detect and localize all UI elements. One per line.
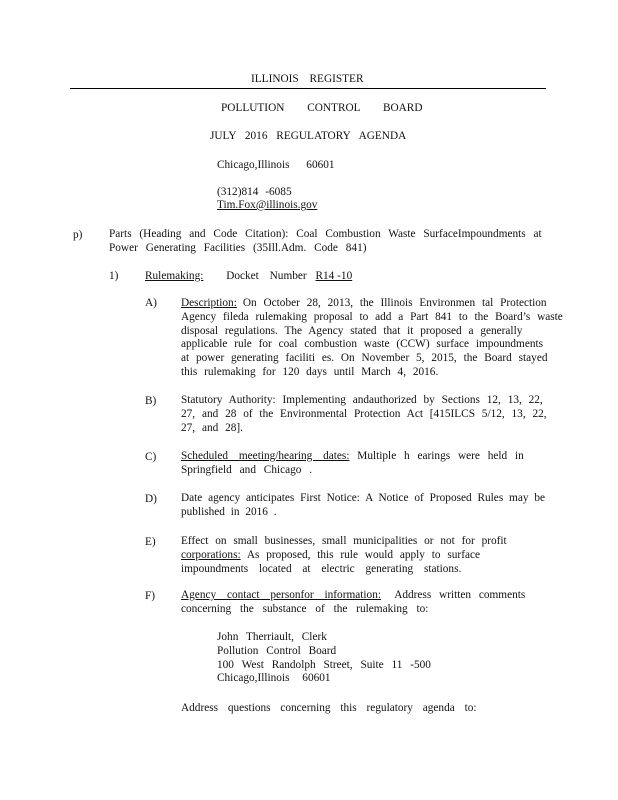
item-1-line — [145, 270, 352, 283]
section-p-marker: p) — [73, 229, 83, 241]
register-title: ILLINOIS REGISTER — [251, 73, 364, 85]
item-a-line-1 — [181, 297, 563, 311]
item-a-line-4: applicable rule for coal combustion waste (CCW) surface impoundments — [181, 338, 544, 351]
agenda-title: JULY 2016 REGULATORY AGENDA — [210, 130, 407, 142]
section-p-heading — [109, 228, 542, 256]
item-a-line-5: at power generating faciliti es. On November 5, 2015, the Board stayed — [181, 352, 548, 365]
item-f-line-1 — [181, 589, 525, 603]
contact-city: Chicago,Illinois 60601 — [217, 672, 331, 685]
agency-contact-label: Agency contact personfor information: — [181, 589, 381, 601]
corporations-label: corporations: — [181, 548, 241, 561]
contact-address — [217, 631, 431, 686]
section-p-line-1: Parts (Heading and Code Citation): Coal Combustion Waste SurfaceImpoundments at — [109, 228, 542, 240]
item-a-description — [181, 297, 563, 380]
item-b-line-1: Statutory Authority: Implementing andauthorized by Sections 12, 13, 22, — [181, 394, 543, 406]
description-label: Description: — [181, 297, 237, 309]
item-c-marker: C) — [145, 451, 157, 463]
section-p-line-2: Power Generating Facilities (35Ill.Adm. Code 841) — [109, 241, 367, 254]
scheduled-label: Scheduled meeting/hearing dates: — [181, 450, 350, 462]
item-a-first-line: On October 28, 2013, the Illinois Environmen tal Protection — [242, 297, 547, 309]
item-f-line-2: concerning the substance of the rulemaking to: — [181, 602, 429, 615]
item-a-line-2: Agency fileda rulemaking proposal to add a Part 841 to the Board’s waste — [181, 310, 563, 323]
item-c-first-line: Multiple h earings were held in — [357, 450, 524, 462]
rulemaking-label: Rulemaking: — [145, 270, 204, 282]
item-e-line-3: impoundments located at electric generating stations. — [181, 562, 462, 575]
item-c-line-2: Springfield and Chicago . — [181, 463, 313, 476]
contact-street: 100 West Randolph Street, Suite 11 -500 — [217, 658, 431, 671]
board-name: POLLUTION CONTROL BOARD — [221, 102, 423, 114]
header-city: Chicago,Illinois 60601 — [217, 159, 335, 171]
item-c-hearings — [181, 450, 524, 478]
item-b-line-3: 27, and 28]. — [181, 421, 243, 434]
item-a-marker: A) — [145, 297, 157, 309]
item-d-line-1: Date agency anticipates First Notice: A Notice of Proposed Rules may be — [181, 492, 545, 504]
header-divider — [70, 88, 546, 89]
item-e-second-line: As proposed, this rule would apply to surface — [246, 548, 480, 561]
contact-org: Pollution Control Board — [217, 644, 337, 657]
item-e-line-2 — [181, 549, 507, 563]
header-phone: (312)814 -6085 — [217, 186, 292, 198]
item-f-contact — [181, 589, 525, 617]
item-1-marker: 1) — [109, 270, 119, 282]
item-b-statutory — [181, 394, 547, 435]
item-e-marker: E) — [145, 536, 156, 548]
item-a-line-3: disposal regulations. The Agency stated that it proposed a generally — [181, 324, 523, 337]
item-b-line-2: 27, and 28 of the Environmental Protection Act [415ILCS 5/12, 13, 22, — [181, 407, 547, 420]
docket-number: R14 -10 — [315, 270, 353, 282]
item-d-line-2: published in 2016 . — [181, 505, 277, 518]
item-c-line-1 — [181, 450, 524, 464]
item-d-marker: D) — [145, 493, 157, 505]
item-e-effect — [181, 535, 507, 576]
item-f-marker: F) — [145, 590, 156, 602]
item-d-notice — [181, 492, 545, 520]
docket-label: Docket Number — [226, 270, 307, 282]
header-email-link[interactable]: Tim.Fox@illinois.gov — [217, 199, 318, 211]
item-a-line-6: this rulemaking for 120 days until March 4, 2016. — [181, 365, 439, 378]
closing-line: Address questions concerning this regulatory agenda to: — [181, 702, 477, 714]
item-b-marker: B) — [145, 395, 157, 407]
contact-name: John Therriault, Clerk — [217, 631, 327, 643]
item-f-first-line: Address written comments — [394, 589, 526, 601]
item-e-line-1: Effect on small businesses, small municipalities or not for profit — [181, 535, 507, 547]
